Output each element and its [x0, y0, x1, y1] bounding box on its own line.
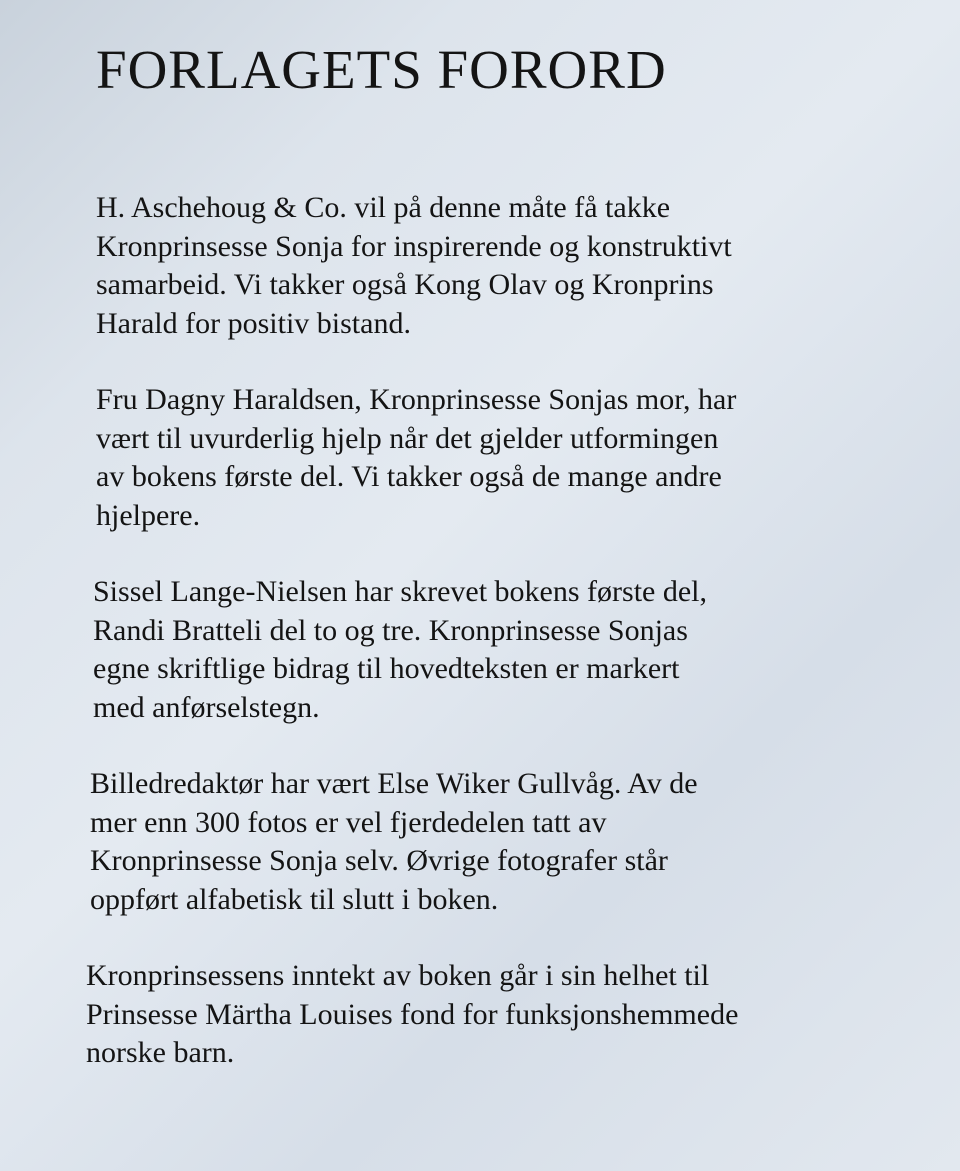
- text-line: samarbeid. Vi takker også Kong Olav og Kronprins: [96, 268, 714, 301]
- text-line: egne skriftlige bidrag til hovedteksten er markert: [93, 652, 680, 685]
- text-line: Fru Dagny Haraldsen, Kronprinsesse Sonjas mor, har: [96, 383, 737, 416]
- page-title: FORLAGETS FORORD: [96, 39, 667, 100]
- text-line: Kronprinsesse Sonja for inspirerende og konstruktivt: [96, 229, 732, 263]
- paragraph-helpers: [96, 381, 900, 535]
- text-line: Kronprinsesse Sonja selv. Øvrige fotografer står: [90, 844, 668, 877]
- text-line: av bokens første del. Vi takker også de mange andre: [96, 460, 722, 493]
- text-line: norske barn.: [86, 1036, 235, 1069]
- paragraph-photos: [90, 765, 900, 919]
- text-line: med anførselstegn.: [93, 690, 320, 724]
- text-line: Prinsesse Märtha Louises fond for funksjonshemmede: [86, 997, 739, 1031]
- text-line: H. Aschehoug & Co. vil på denne måte få takke: [96, 191, 671, 224]
- text-line: mer enn 300 fotos er vel fjerdedelen tatt av: [90, 805, 607, 839]
- text-line: Randi Bratteli del to og tre. Kronprinsesse Sonjas: [93, 613, 688, 647]
- text-line: Kronprinsessens inntekt av boken går i sin helhet til: [86, 959, 710, 992]
- paragraph-acknowledgement: [96, 189, 900, 343]
- text-line: hjelpere.: [96, 498, 201, 532]
- text-line: Billedredaktør har vært Else Wiker Gullvåg. Av de: [90, 767, 698, 800]
- text-line: Sissel Lange-Nielsen har skrevet bokens første del,: [93, 575, 707, 608]
- text-line: oppført alfabetisk til slutt i boken.: [90, 882, 499, 916]
- text-line: vært til uvurderlig hjelp når det gjelder utformingen: [96, 421, 719, 455]
- paragraph-authors: [93, 573, 900, 727]
- paragraph-proceeds: [86, 957, 900, 1073]
- text-line: Harald for positiv bistand.: [96, 306, 411, 340]
